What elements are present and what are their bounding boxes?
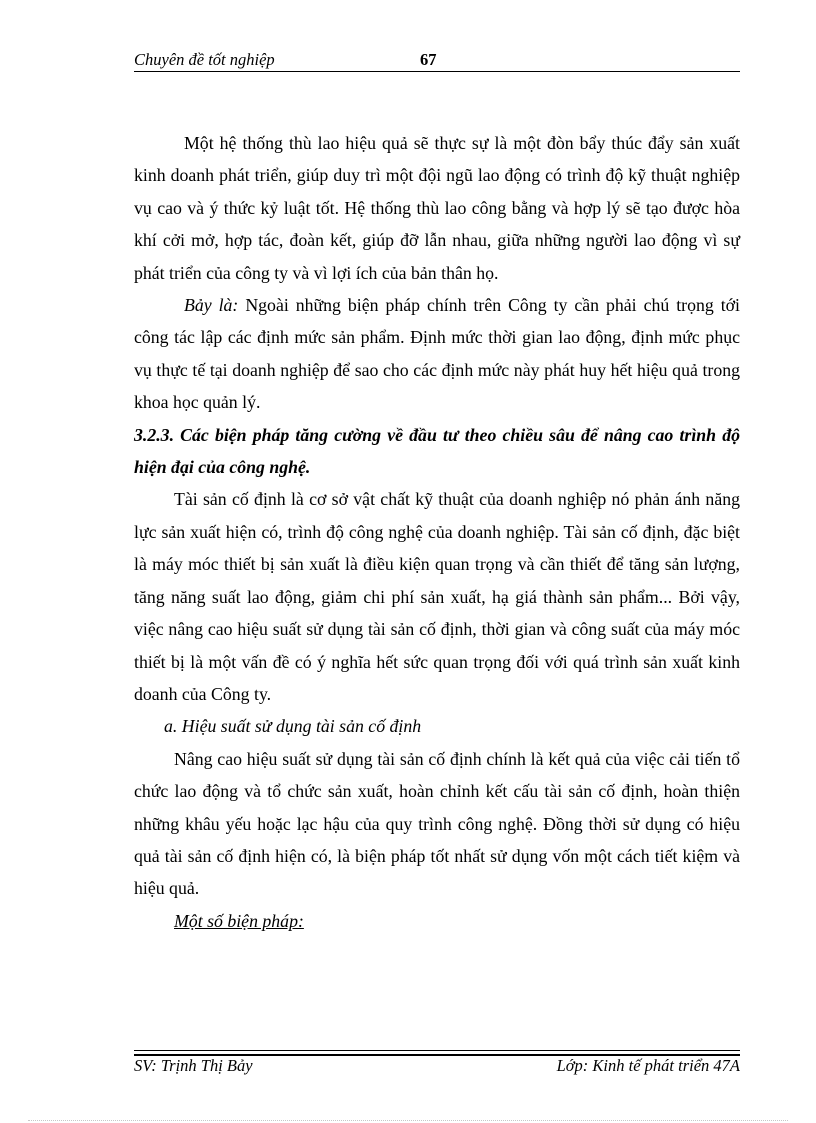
paragraph-asset-efficiency: Nâng cao hiệu suất sử dụng tài sản cố định chính là kết quả của việc cải tiến tổ chức lao động và tổ chức sản xuất, hoàn chỉnh kết cấu tài sản cố định, hoàn thiện những khâu yếu hoặc lạc hậu của quy trình công nghệ. Đồng thời sử dụng có hiệu quả tài sản cố định hiện có, là biện pháp tốt nhất sử dụng vốn một cách tiết kiệm và hiệu quả. (134, 748, 740, 899)
document-title: Chuyên đề tốt nghiệp (134, 50, 275, 69)
section-heading-3-2-3: 3.2.3. Các biện pháp tăng cường về đầu tư theo chiều sâu để nâng cao trình độ hiện đại của công nghệ. (134, 424, 740, 478)
footer-rule-thin (134, 1050, 740, 1051)
paragraph-fixed-assets: Tài sản cố định là cơ sở vật chất kỹ thuật của doanh nghiệp nó phản ánh năng lực sản xuất hiện có, trình độ công nghệ của doanh nghiệp. Tài sản cố định, đặc biệt là máy móc thiết bị sản xuất là điều kiện quan trọng và cần thiết để tăng sản lượng, tăng năng suất lao động, giảm chi phí sản xuất, hạ giá thành sản phẩm... Bởi vậy, việc nâng cao hiệu suất sử dụng tài sản cố định, thời gian và công suất của máy móc thiết bị là một vấn đề có ý nghĩa hết sức quan trọng đối với quá trình sản xuất kinh doanh của Công ty. (134, 489, 740, 704)
measures-label: Một số biện pháp: (174, 910, 304, 931)
footer-student-name: SV: Trịnh Thị Bảy (134, 1056, 253, 1075)
paragraph-seventh-measure (134, 289, 740, 419)
footer-class-info: Lớp: Kinh tế phát triển 47A (556, 1056, 740, 1075)
page-body (134, 127, 740, 937)
subheading-asset-efficiency: a. Hiệu suất sử dụng tài sản cố định (164, 716, 422, 737)
page-edge-divider (28, 1120, 788, 1121)
header-rule (134, 71, 740, 72)
page-number: 67 (420, 50, 437, 69)
page-header (134, 48, 740, 72)
paragraph-seventh-text: Ngoài những biện pháp chính trên Công ty cần phải chú trọng tới công tác lập các định mức sản phẩm. Định mức thời gian lao động, định mức phục vụ thực tế tại doanh nghiệp để sao cho các định mức này phát huy hết hiệu quả trong khoa học quản lý. (134, 295, 740, 413)
page-footer (134, 1056, 740, 1080)
paragraph-compensation-system: Một hệ thống thù lao hiệu quả sẽ thực sự là một đòn bẩy thúc đẩy sản xuất kinh doanh phát triển, giúp duy trì một đội ngũ lao động có trình độ kỹ thuật nghiệp vụ cao và ý thức kỷ luật tốt. Hệ thống thù lao công bằng và hợp lý sẽ tạo được hòa khí cởi mở, hợp tác, đoàn kết, giúp đỡ lẫn nhau, giữa những người lao động vì sự phát triển của công ty và vì lợi ích của bản thân họ. (134, 133, 740, 283)
paragraph-lead-label: Bảy là: (184, 295, 239, 316)
